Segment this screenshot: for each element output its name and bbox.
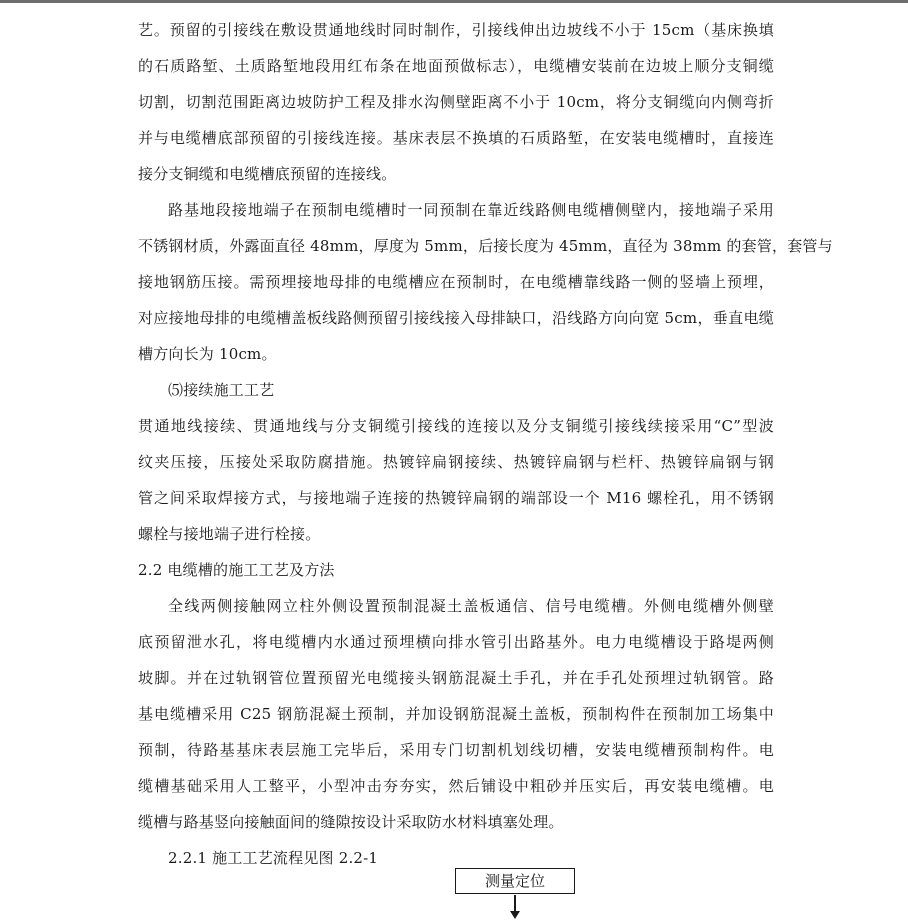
paragraph-line: 艺。预留的引接线在敷设贯通地线时同时制作，引接线伸出边坡线不小于 15cm（基床换填 — [138, 21, 774, 39]
paragraph-line: 底预留泄水孔，将电缆槽内水通过预埋横向排水管引出路基外。电力电缆槽设于路堤两侧 — [138, 633, 774, 651]
paragraph-line: 全线两侧接触网立柱外侧设置预制混凝土盖板通信、信号电缆槽。外侧电缆槽外侧壁 — [168, 597, 774, 615]
paragraph-line: 接地钢筋压接。需预埋接地母排的电缆槽应在预制时，在电缆槽靠线路一侧的竖墙上预埋， — [138, 273, 774, 291]
document-page — [138, 12, 833, 876]
paragraph-line: 缆槽与路基竖向接触面间的缝隙按设计采取防水材料填塞处理。 — [138, 813, 564, 831]
paragraph-line: 螺栓与接地端子进行栓接。 — [138, 525, 321, 543]
flowchart-step-box: 测量定位 — [455, 868, 575, 894]
paragraph-line: 对应接地母排的电缆槽盖板线路侧预留引接线接入母排缺口，沿线路方向向宽 5cm，垂直电缆 — [138, 309, 774, 327]
paragraph-line: 管之间采取焊接方式，与接地端子连接的热镀锌扁钢的端部设一个 M16 螺栓孔，用不锈钢 — [138, 489, 774, 507]
section-heading: 2.2 电缆槽的施工工艺及方法 — [138, 561, 335, 579]
arrow-down-icon — [510, 911, 520, 919]
paragraph-line: 的石质路堑、土质路堑地段用红布条在地面预做标志），电缆槽安装前在边坡上顺分支铜缆 — [138, 57, 774, 75]
paragraph-line: 贯通地线接续、贯通地线与分支铜缆引接线的连接以及分支铜缆引接线续接采用“C”型波 — [138, 417, 774, 435]
paragraph-line: 接分支铜缆和电缆槽底预留的连接线。 — [138, 165, 397, 183]
top-border — [0, 0, 908, 3]
paragraph-line: 切割，切割范围距离边坡防护工程及排水沟侧壁距离不小于 10cm，将分支铜缆向内侧弯折 — [138, 93, 774, 111]
paragraph-line: 预制，待路基基床表层施工完毕后，采用专门切割机划线切槽，安装电缆槽预制构件。电 — [138, 741, 774, 759]
paragraph-line: 并与电缆槽底部预留的引接线连接。基床表层不换填的石质路堑，在安装电缆槽时，直接连 — [138, 129, 774, 147]
paragraph-line: 路基地段接地端子在预制电缆槽时一同预制在靠近线路侧电缆槽侧壁内，接地端子采用 — [168, 201, 774, 219]
paragraph-line: 坡脚。并在过轨钢管位置预留光电缆接头钢筋混凝土手孔，并在手孔处预埋过轨钢管。路 — [138, 669, 774, 687]
paragraph-line: 槽方向长为 10cm。 — [138, 345, 277, 363]
section-heading: ⑸接续施工工艺 — [168, 381, 275, 399]
subsection-heading: 2.2.1 施工工艺流程见图 2.2-1 — [168, 849, 379, 867]
paragraph-line: 纹夹压接，压接处采取防腐措施。热镀锌扁钢接续、热镀锌扁钢与栏杆、热镀锌扁钢与钢 — [138, 453, 774, 471]
paragraph-line: 不锈钢材质，外露面直径 48mm，厚度为 5mm，后接长度为 45mm，直径为 38mm 的套管，套管与 — [138, 237, 833, 255]
paragraph-line: 基电缆槽采用 C25 钢筋混凝土预制，并加设钢筋混凝土盖板，预制构件在预制加工场集中 — [138, 705, 774, 723]
paragraph-line: 缆槽基础采用人工整平，小型冲击夯夯实，然后铺设中粗砂并压实后，再安装电缆槽。电 — [138, 777, 774, 795]
